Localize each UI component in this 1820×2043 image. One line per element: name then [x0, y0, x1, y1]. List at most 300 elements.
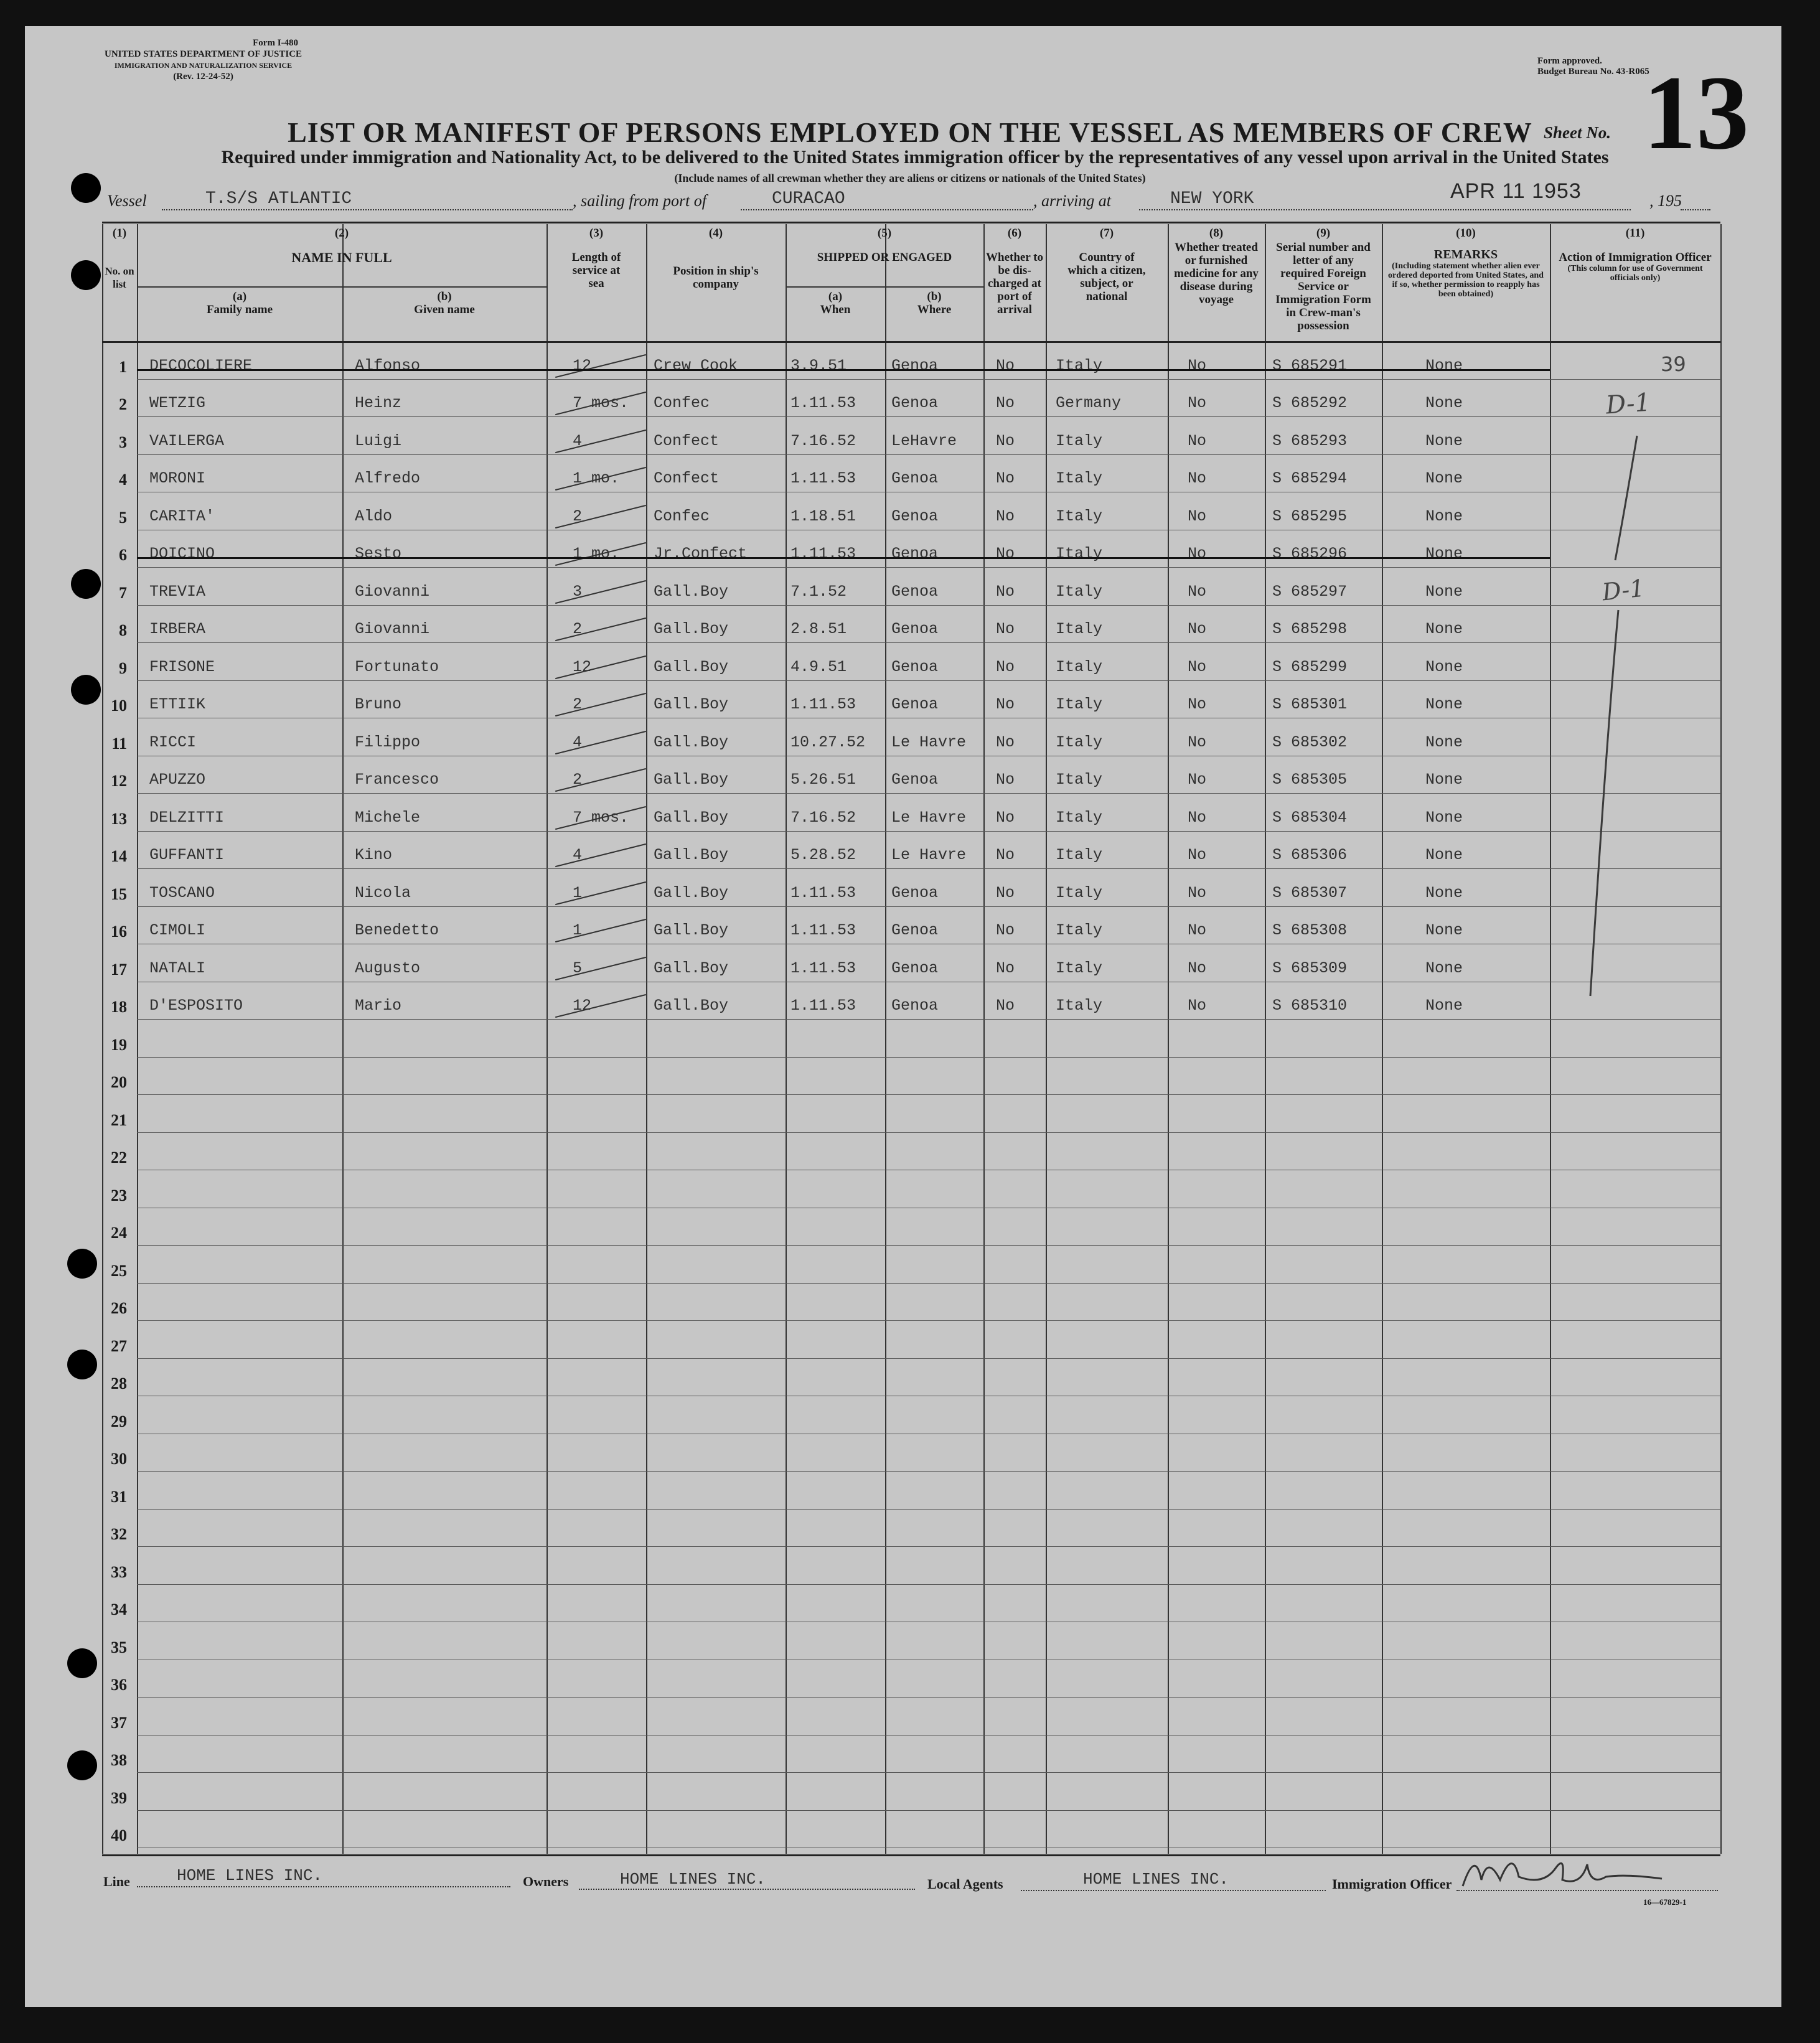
cell-where: Genoa: [891, 583, 939, 601]
cell-country: Italy: [1056, 620, 1103, 638]
cell-given: Benedetto: [355, 921, 439, 939]
row-number: 30: [111, 1450, 127, 1468]
line-label: Line: [103, 1874, 130, 1889]
cell-remarks: None: [1425, 921, 1463, 939]
cell-remarks: None: [1425, 394, 1463, 412]
col2-number: (2): [334, 227, 349, 240]
cell-treated: No: [1188, 809, 1207, 827]
cell-where: Genoa: [891, 545, 939, 563]
port-to-underline: [1139, 209, 1631, 210]
col2a-header: (a) Family name: [206, 290, 273, 316]
print-code: 16—67829-1: [1643, 1897, 1687, 1907]
cell-discharged: No: [996, 695, 1015, 713]
row-strikethrough: [137, 557, 1550, 559]
cell-discharged: No: [996, 997, 1015, 1015]
cell-discharged: No: [996, 545, 1015, 563]
cell-remarks: None: [1425, 809, 1463, 827]
cell-given: Filippo: [355, 733, 421, 751]
header-bottom-line: [102, 341, 1720, 343]
cell-where: Genoa: [891, 394, 939, 412]
cell-discharged: No: [996, 733, 1015, 751]
binder-hole: [67, 1350, 97, 1379]
cell-serial: S 685308: [1272, 921, 1348, 939]
cell-treated: No: [1188, 733, 1207, 751]
table-row-line: [137, 454, 1721, 455]
row-number: 9: [119, 659, 127, 677]
col4-number: (4): [708, 227, 723, 240]
binder-hole: [67, 1648, 97, 1678]
cell-given: Alfonso: [355, 357, 421, 375]
cell-country: Italy: [1056, 921, 1103, 939]
cell-given: Kino: [355, 846, 393, 864]
cell-country: Italy: [1056, 997, 1103, 1015]
cell-family: DECOCOLIERE: [149, 357, 253, 375]
owners-label: Owners: [523, 1874, 569, 1889]
binder-hole: [71, 569, 101, 599]
agents-underline: [1021, 1890, 1326, 1891]
owners-value: HOME LINES INC.: [620, 1870, 766, 1889]
col5a-header: (a) When: [820, 290, 851, 316]
col1-title: No. on list: [105, 265, 134, 290]
row-number: 40: [111, 1826, 127, 1844]
cell-family: TOSCANO: [149, 884, 215, 902]
row-number: 10: [111, 697, 127, 715]
vessel-name: T.S/S ATLANTIC: [205, 189, 352, 209]
row-number: 22: [111, 1148, 127, 1167]
column-divider: [546, 224, 548, 1854]
cell-remarks: None: [1425, 695, 1463, 713]
row-number: 15: [111, 885, 127, 903]
row-number: 3: [119, 433, 127, 451]
cell-family: GUFFANTI: [149, 846, 225, 864]
cell-when: 3.9.51: [790, 357, 847, 375]
year-underline: [1681, 209, 1710, 210]
cell-length: 4: [573, 846, 583, 864]
cell-given: Michele: [355, 809, 421, 827]
cell-treated: No: [1188, 357, 1207, 375]
cell-where: Genoa: [891, 469, 939, 487]
cell-length: 12: [573, 658, 592, 676]
cell-position: Gall.Boy: [654, 583, 729, 601]
cell-given: Mario: [355, 997, 402, 1015]
row-number: 16: [111, 923, 127, 941]
table-row-line: [137, 680, 1721, 681]
department-name: UNITED STATES DEPARTMENT OF JUSTICE: [105, 49, 303, 59]
cell-remarks: None: [1425, 620, 1463, 638]
form-revision: (Rev. 12-24-52): [173, 72, 233, 82]
cell-when: 1.11.53: [790, 884, 856, 902]
cell-given: Giovanni: [355, 583, 430, 601]
cell-position: Gall.Boy: [654, 959, 729, 977]
col7-title: Country of which a citizen, subject, or national: [1067, 251, 1146, 303]
crew-table: [102, 222, 1720, 1856]
cell-position: Gall.Boy: [654, 809, 729, 827]
cell-when: 1.11.53: [790, 997, 856, 1015]
cell-length: 12: [573, 357, 592, 375]
cell-treated: No: [1188, 959, 1207, 977]
cell-position: Crew Cook: [654, 357, 738, 375]
cell-when: 1.11.53: [790, 959, 856, 977]
table-row-line: [137, 1772, 1721, 1773]
table-row-line: [137, 868, 1721, 869]
cell-where: Genoa: [891, 507, 939, 525]
col7-header: [1046, 227, 1168, 303]
cell-serial: S 685296: [1272, 545, 1348, 563]
row-number: 26: [111, 1299, 127, 1317]
cell-given: Sesto: [355, 545, 402, 563]
cell-treated: No: [1188, 884, 1207, 902]
column-divider: [1168, 224, 1169, 1854]
table-row-line: [137, 1245, 1721, 1246]
cell-discharged: No: [996, 394, 1015, 412]
cell-family: FRISONE: [149, 658, 215, 676]
count-mark: 39: [1661, 352, 1686, 376]
row-number: 19: [111, 1036, 127, 1054]
cell-length: 4: [573, 432, 583, 450]
row-number: 28: [111, 1374, 127, 1393]
cell-where: Genoa: [891, 695, 939, 713]
cell-remarks: None: [1425, 658, 1463, 676]
cell-where: Le Havre: [891, 809, 967, 827]
col11-title: Action of Immigration Officer: [1559, 251, 1712, 264]
cell-serial: S 685310: [1272, 997, 1348, 1015]
cell-remarks: None: [1425, 469, 1463, 487]
cell-when: 10.27.52: [790, 733, 866, 751]
cell-position: Gall.Boy: [654, 997, 729, 1015]
officer-signature: [1456, 1843, 1681, 1899]
row-number: 36: [111, 1676, 127, 1694]
cell-discharged: No: [996, 620, 1015, 638]
row-number: 23: [111, 1186, 127, 1205]
cell-position: Gall.Boy: [654, 695, 729, 713]
cell-where: Genoa: [891, 357, 939, 375]
cell-remarks: None: [1425, 432, 1463, 450]
col5-title: SHIPPED OR ENGAGED: [817, 251, 952, 264]
cell-serial: S 685292: [1272, 394, 1348, 412]
column-divider: [983, 224, 985, 1854]
cell-remarks: None: [1425, 771, 1463, 789]
arriving-label: , arriving at: [1033, 192, 1111, 210]
column-divider: [1265, 224, 1266, 1854]
cell-country: Germany: [1056, 394, 1122, 412]
table-row-line: [137, 1283, 1721, 1284]
row-number: 7: [119, 584, 127, 602]
form-approved-text: Form approved.: [1537, 56, 1602, 66]
column-divider: [1382, 224, 1383, 1854]
col4-header: [646, 227, 786, 291]
cell-when: 4.9.51: [790, 658, 847, 676]
column-divider: [786, 224, 787, 1854]
table-row-line: [137, 1019, 1721, 1020]
cell-position: Gall.Boy: [654, 620, 729, 638]
row-number: 35: [111, 1638, 127, 1656]
column-divider: [885, 224, 886, 1854]
col1-number: (1): [112, 227, 127, 240]
cell-remarks: None: [1425, 357, 1463, 375]
cell-given: Giovanni: [355, 620, 430, 638]
cell-where: Genoa: [891, 959, 939, 977]
officer-label: Immigration Officer: [1332, 1876, 1452, 1892]
cell-where: LeHavre: [891, 432, 957, 450]
cell-country: Italy: [1056, 545, 1103, 563]
cell-discharged: No: [996, 432, 1015, 450]
cell-length: 5: [573, 959, 583, 977]
cell-country: Italy: [1056, 432, 1103, 450]
agents-label: Local Agents: [927, 1876, 1003, 1892]
table-row-line: [137, 1509, 1721, 1510]
cell-treated: No: [1188, 583, 1207, 601]
cell-treated: No: [1188, 507, 1207, 525]
cell-remarks: None: [1425, 507, 1463, 525]
row-number: 1: [119, 358, 127, 376]
cell-discharged: No: [996, 658, 1015, 676]
cell-family: CARITA': [149, 507, 215, 525]
cell-when: 5.26.51: [790, 771, 856, 789]
form-identifier: [105, 37, 302, 82]
row-number: 18: [111, 998, 127, 1016]
binder-hole: [71, 675, 101, 705]
cell-when: 5.28.52: [790, 846, 856, 864]
col5-number: (5): [877, 227, 892, 240]
cell-family: MORONI: [149, 469, 206, 487]
table-row-line: [137, 642, 1721, 643]
cell-treated: No: [1188, 771, 1207, 789]
cell-country: Italy: [1056, 809, 1103, 827]
table-row-line: [137, 1132, 1721, 1133]
row-number: 5: [119, 509, 127, 527]
cell-treated: No: [1188, 997, 1207, 1015]
col9-title: Serial number and letter of any required Foreign Service or Immigration Form in Crew-man's possession: [1275, 241, 1371, 332]
table-row-line: [137, 567, 1721, 568]
d1-mark-top: D-1: [1605, 388, 1652, 420]
col10-header: [1382, 227, 1550, 299]
line-value: HOME LINES INC.: [177, 1866, 323, 1885]
column-divider: [1550, 224, 1551, 1854]
cell-family: CIMOLI: [149, 921, 206, 939]
table-row-line: [137, 793, 1721, 794]
cell-serial: S 685293: [1272, 432, 1348, 450]
cell-family: IRBERA: [149, 620, 206, 638]
cell-given: Luigi: [355, 432, 402, 450]
cell-when: 1.18.51: [790, 507, 856, 525]
cell-where: Le Havre: [891, 846, 967, 864]
table-row-line: [137, 1697, 1721, 1698]
port-to: NEW YORK: [1170, 189, 1254, 209]
cell-when: 7.16.52: [790, 809, 856, 827]
col10-number: (10): [1456, 227, 1476, 240]
cell-country: Italy: [1056, 884, 1103, 902]
cell-given: Nicola: [355, 884, 411, 902]
cell-when: 2.8.51: [790, 620, 847, 638]
row-number: 6: [119, 546, 127, 564]
cell-length: 1 mo.: [573, 469, 620, 487]
owners-underline: [579, 1889, 915, 1890]
column-divider: [646, 224, 647, 1854]
d1-mark-bottom: D-1: [1600, 574, 1646, 606]
col1-header: [102, 227, 137, 291]
col5b-header: (b) Where: [917, 290, 952, 316]
cell-given: Aldo: [355, 507, 393, 525]
row-number: 11: [111, 735, 127, 753]
agents-value: HOME LINES INC.: [1083, 1870, 1229, 1889]
cell-serial: S 685299: [1272, 658, 1348, 676]
cell-remarks: None: [1425, 583, 1463, 601]
col4-title: Position in ship's company: [673, 265, 759, 291]
table-row-line: [137, 1546, 1721, 1547]
table-row-line: [137, 1320, 1721, 1321]
cell-family: VAILERGA: [149, 432, 225, 450]
cell-treated: No: [1188, 432, 1207, 450]
row-number: 12: [111, 772, 127, 790]
cell-country: Italy: [1056, 469, 1103, 487]
cell-discharged: No: [996, 771, 1015, 789]
column-divider: [1046, 224, 1047, 1854]
cell-position: Gall.Boy: [654, 884, 729, 902]
cell-position: Gall.Boy: [654, 771, 729, 789]
col9-header: [1265, 227, 1382, 332]
vessel-label: Vessel: [107, 192, 147, 210]
cell-when: 7.16.52: [790, 432, 856, 450]
cell-discharged: No: [996, 959, 1015, 977]
cell-length: 1: [573, 921, 583, 939]
year-suffix: , 195: [1649, 192, 1682, 210]
cell-when: 1.11.53: [790, 469, 856, 487]
name-subheader-line: [137, 286, 546, 288]
cell-family: DOICINO: [149, 545, 215, 563]
row-number: 25: [111, 1262, 127, 1280]
binder-hole: [67, 1750, 97, 1780]
table-row-line: [137, 379, 1721, 380]
cell-serial: S 685304: [1272, 809, 1348, 827]
col6-title: Whether to be dis-charged at port of arrival: [986, 251, 1043, 316]
cell-treated: No: [1188, 469, 1207, 487]
col5-header: [786, 227, 983, 264]
cell-serial: S 685295: [1272, 507, 1348, 525]
col2-title: NAME IN FULL: [291, 250, 392, 265]
cell-where: Genoa: [891, 884, 939, 902]
row-number: 34: [111, 1600, 127, 1618]
sheet-number: 13: [1643, 54, 1749, 171]
row-strikethrough: [137, 369, 1550, 371]
row-number: 33: [111, 1563, 127, 1581]
column-divider: [342, 224, 344, 1854]
form-approval: [1537, 56, 1649, 77]
cell-family: WETZIG: [149, 394, 206, 412]
cell-family: NATALI: [149, 959, 206, 977]
column-divider: [1720, 224, 1722, 1854]
col8-number: (8): [1209, 227, 1224, 240]
cell-length: 7 mos.: [573, 394, 629, 412]
binder-hole: [67, 1249, 97, 1279]
cell-when: 1.11.53: [790, 394, 856, 412]
table-row-line: [137, 416, 1721, 417]
cell-where: Le Havre: [891, 733, 967, 751]
col9-number: (9): [1316, 227, 1331, 240]
cell-position: Confec: [654, 507, 710, 525]
form-number: Form I-480: [253, 38, 299, 48]
table-row-line: [137, 831, 1721, 832]
cell-treated: No: [1188, 658, 1207, 676]
cell-position: Gall.Boy: [654, 921, 729, 939]
cell-family: DELZITTI: [149, 809, 225, 827]
cell-serial: S 685298: [1272, 620, 1348, 638]
cell-position: Jr.Confect: [654, 545, 748, 563]
cell-given: Alfredo: [355, 469, 421, 487]
shipped-subheader-line: [786, 286, 983, 288]
col3-title: Length of service at sea: [571, 251, 621, 290]
cell-when: 7.1.52: [790, 583, 847, 601]
line-underline: [137, 1886, 510, 1887]
cell-country: Italy: [1056, 846, 1103, 864]
cell-serial: S 685309: [1272, 959, 1348, 977]
cell-remarks: None: [1425, 959, 1463, 977]
cell-country: Italy: [1056, 357, 1103, 375]
cell-position: Gall.Boy: [654, 846, 729, 864]
cell-given: Bruno: [355, 695, 402, 713]
col2-header: [137, 227, 546, 264]
cell-discharged: No: [996, 507, 1015, 525]
sheet-label: Sheet No.: [1544, 123, 1611, 142]
vessel-underline: [162, 209, 573, 210]
page-title: LIST OR MANIFEST OF PERSONS EMPLOYED ON THE VESSEL AS MEMBERS OF CREW: [288, 116, 1532, 148]
cell-length: 7 mos.: [573, 809, 629, 827]
cell-where: Genoa: [891, 658, 939, 676]
col6-header: [983, 227, 1046, 316]
cell-discharged: No: [996, 583, 1015, 601]
arrival-date-stamp: APR 11 1953: [1450, 179, 1582, 203]
cell-position: Gall.Boy: [654, 658, 729, 676]
col8-title: Whether treated or furnished medicine for any disease during voyage: [1174, 241, 1259, 306]
cell-family: D'ESPOSITO: [149, 997, 243, 1015]
cell-serial: S 685306: [1272, 846, 1348, 864]
row-number: 32: [111, 1525, 127, 1543]
sailing-label: , sailing from port of: [573, 192, 707, 210]
cell-position: Confec: [654, 394, 710, 412]
cell-country: Italy: [1056, 771, 1103, 789]
row-number: 38: [111, 1751, 127, 1769]
table-row-line: [137, 1358, 1721, 1359]
row-number: 37: [111, 1714, 127, 1732]
cell-treated: No: [1188, 394, 1207, 412]
binder-hole: [71, 260, 101, 290]
cell-country: Italy: [1056, 507, 1103, 525]
cell-length: 2: [573, 507, 583, 525]
cell-treated: No: [1188, 695, 1207, 713]
table-row-line: [137, 605, 1721, 606]
table-row-line: [137, 906, 1721, 907]
port-from-underline: [741, 209, 1033, 210]
cell-serial: S 685305: [1272, 771, 1348, 789]
row-number: 27: [111, 1337, 127, 1355]
row-number: 2: [119, 395, 127, 413]
col7-number: (7): [1099, 227, 1114, 240]
cell-where: Genoa: [891, 620, 939, 638]
cell-treated: No: [1188, 921, 1207, 939]
service-name: IMMIGRATION AND NATURALIZATION SERVICE: [114, 61, 293, 70]
cell-where: Genoa: [891, 997, 939, 1015]
cell-discharged: No: [996, 357, 1015, 375]
cell-serial: S 685307: [1272, 884, 1348, 902]
row-number: 4: [119, 471, 127, 489]
cell-country: Italy: [1056, 733, 1103, 751]
col11-note: (This column for use of Government officials only): [1567, 264, 1703, 283]
cell-treated: No: [1188, 620, 1207, 638]
col10-title: REMARKS: [1433, 248, 1498, 261]
cell-length: 2: [573, 695, 583, 713]
cell-country: Italy: [1056, 658, 1103, 676]
port-from: CURACAO: [772, 189, 845, 209]
cell-discharged: No: [996, 809, 1015, 827]
